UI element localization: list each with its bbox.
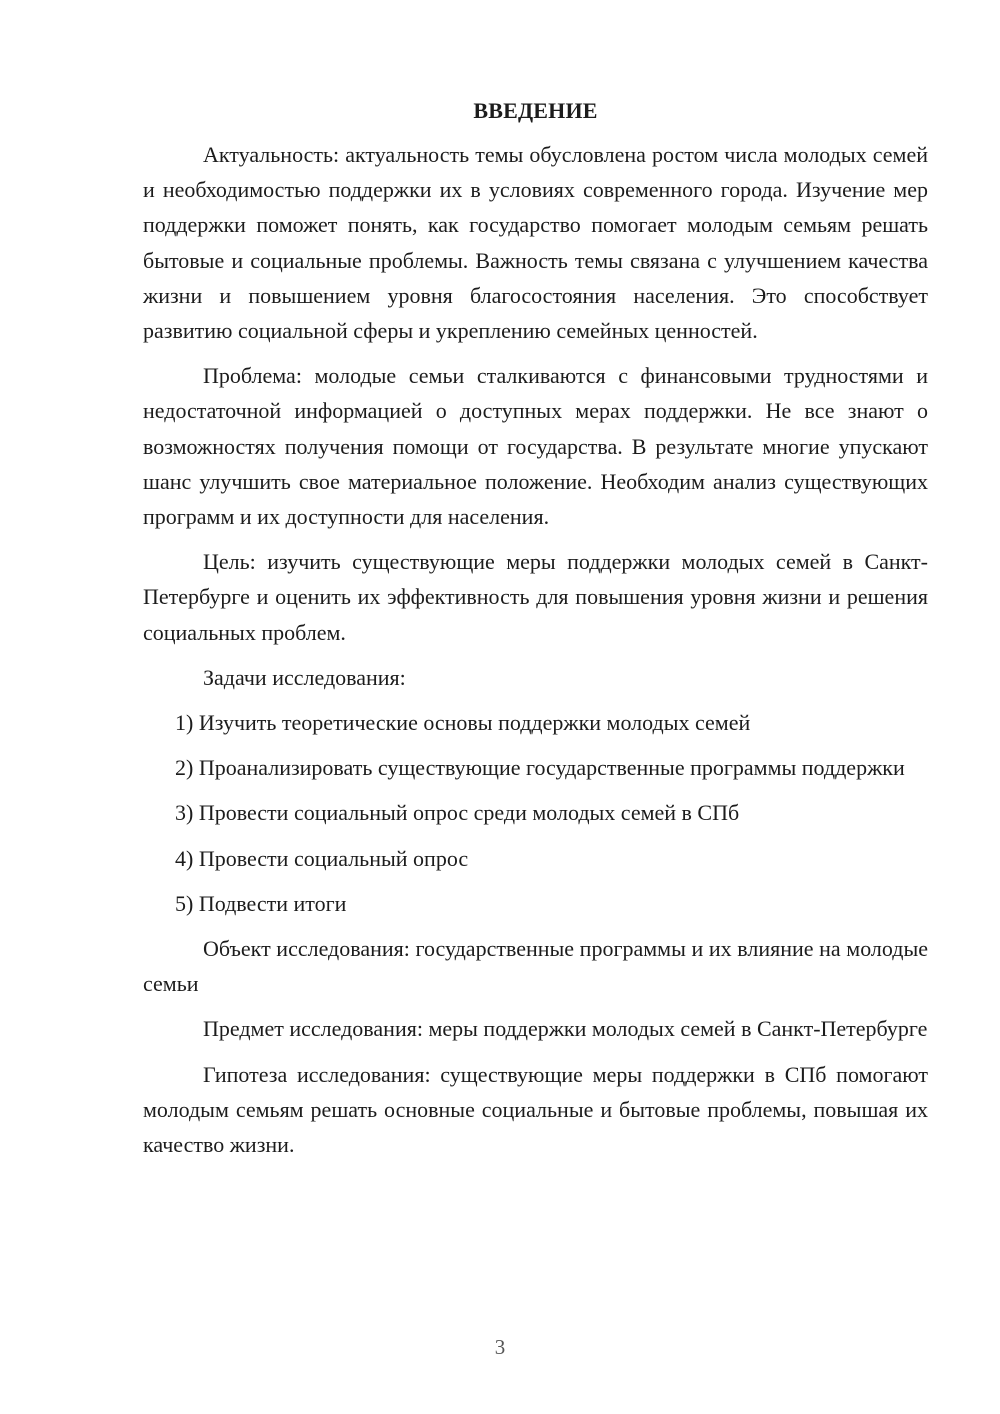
paragraph-tasks-heading: Задачи исследования: <box>203 664 406 690</box>
paragraph-hypothesis: Гипотеза исследования: существующие меры поддержки в СПб помогают молодым семьям решать основные социальные и бытовые проблемы, повышая их качество жизни. <box>143 1061 928 1158</box>
task-item-1: 1) Изучить теоретические основы поддержки молодых семей <box>175 710 751 736</box>
page-number: 3 <box>494 1335 506 1359</box>
task-item-2: 2) Проанализировать существующие государственные программы поддержки <box>175 755 905 781</box>
paragraph-problem: Проблема: молодые семьи сталкиваются с финансовыми трудностями и недостаточной информацией о доступных мерах поддержки. Не все знают о возможностях получения помощи от государства. В результате многие упускают шанс улучшить свое материальное положение. Необходим анализ существующих программ и их доступности для населения. <box>143 363 928 530</box>
paragraph-relevance: Актуальность: актуальность темы обусловлена ростом числа молодых семей и необходимостью поддержки их в условиях современного города. Изучение мер поддержки поможет понять, как государство помогает молодым семьям решать бытовые и социальные проблемы. Важность темы связана с улучшением качества жизни и повышением уровня благосостояния населения. Это способствует развитию социальной сферы и укреплению семейных ценностей. <box>143 142 928 344</box>
task-item-5: 5) Подвести итоги <box>175 890 347 916</box>
task-item-3: 3) Провести социальный опрос среди молодых семей в СПб <box>175 800 740 826</box>
page-title: ВВЕДЕНИЕ <box>473 98 598 123</box>
document-page <box>143 97 928 1162</box>
paragraph-goal: Цель: изучить существующие меры поддержки молодых семей в Санкт-Петербурге и оценить их эффективность для повышения уровня жизни и решения социальных проблем. <box>143 549 928 645</box>
task-item-4: 4) Провести социальный опрос <box>175 845 469 871</box>
paragraph-subject: Предмет исследования: меры поддержки молодых семей в Санкт-Петербурге <box>203 1016 928 1042</box>
paragraph-object: Объект исследования: государственные программы и их влияние на молодые семьи <box>143 936 928 997</box>
